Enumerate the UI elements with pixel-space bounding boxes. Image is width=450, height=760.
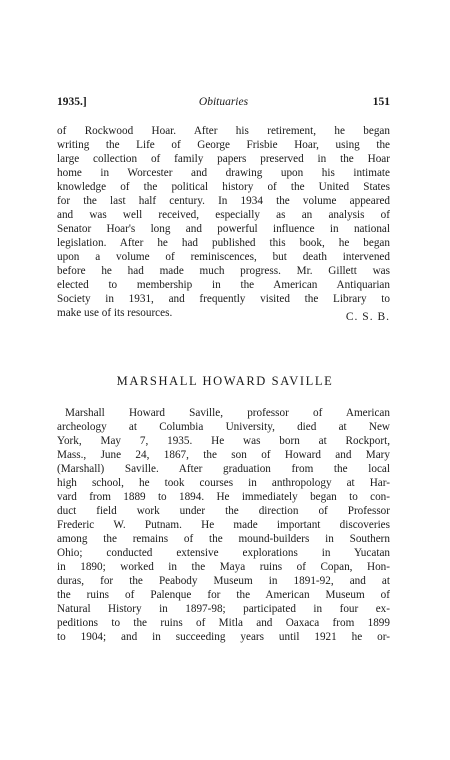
text-line: and was well received, especially as an analysis of <box>57 209 390 221</box>
text-line: Ohio; conducted extensive explorations in Yucatan <box>57 547 390 559</box>
text-line: Society in 1931, and frequently visited the Library to <box>57 293 390 305</box>
text-line: (Marshall) Saville. After graduation from the local <box>57 463 390 475</box>
text-line: Natural History in 1897-98; participated in four ex- <box>57 603 390 615</box>
text-line: of Rockwood Hoar. After his retirement, he began <box>57 125 390 137</box>
text-line: make use of its resources. <box>57 307 173 319</box>
text-line: before he had made much progress. Mr. Gillett was <box>57 265 390 277</box>
text-line: duras, for the Peabody Museum in 1891-92, and at <box>57 575 390 587</box>
text-line: peditions to the ruins of Mitla and Oaxaca from 1899 <box>57 617 390 629</box>
page-number: 151 <box>372 96 390 108</box>
text-line: vard from 1889 to 1894. He immediately began to con- <box>57 491 390 503</box>
text-line: upon a volume of reminiscences, but death intervened <box>57 251 390 263</box>
text-line: to 1904; and in succeeding years until 1921 he or- <box>57 631 390 643</box>
text-line: large collection of family papers preserved in the Hoar <box>57 153 390 165</box>
text-line: Mass., June 24, 1867, the son of Howard and Mary <box>57 449 390 461</box>
text-line: in 1890; worked in the Maya ruins of Copan, Hon- <box>57 561 390 573</box>
text-line: legislation. After he had published this book, he began <box>57 237 390 249</box>
text-line: Marshall Howard Saville, professor of American <box>65 407 390 419</box>
text-line: writing the Life of George Frisbie Hoar, using the <box>57 139 390 151</box>
text-line: duct field work under the direction of Professor <box>57 505 390 517</box>
text-line: high school, he took courses in anthropology at Har- <box>57 477 390 489</box>
text-line: knowledge of the political history of the United States <box>57 181 390 193</box>
header-year: 1935.] <box>57 96 87 108</box>
text-line: for the last half century. In 1934 the volume appeared <box>57 195 390 207</box>
text-line: Frederic W. Putnam. He made important discoveries <box>57 519 390 531</box>
text-line: the ruins of Palenque for the American Museum of <box>57 589 390 601</box>
text-line: among the remains of the mound-builders in Southern <box>57 533 390 545</box>
text-line: elected to membership in the American Antiquarian <box>57 279 390 291</box>
text-line: York, May 7, 1935. He was born at Rockport, <box>57 435 390 447</box>
header-section-title: Obituaries <box>198 96 249 108</box>
obituary-title: MARSHALL HOWARD SAVILLE <box>116 374 334 388</box>
text-line: Senator Hoar's long and powerful influence in national <box>57 223 390 235</box>
running-header <box>57 96 390 112</box>
text-line: archeology at Columbia University, died at New <box>57 421 390 433</box>
text-line: home in Worcester and drawing upon his intimate <box>57 167 390 179</box>
author-initials: C. S. B. <box>345 311 390 323</box>
